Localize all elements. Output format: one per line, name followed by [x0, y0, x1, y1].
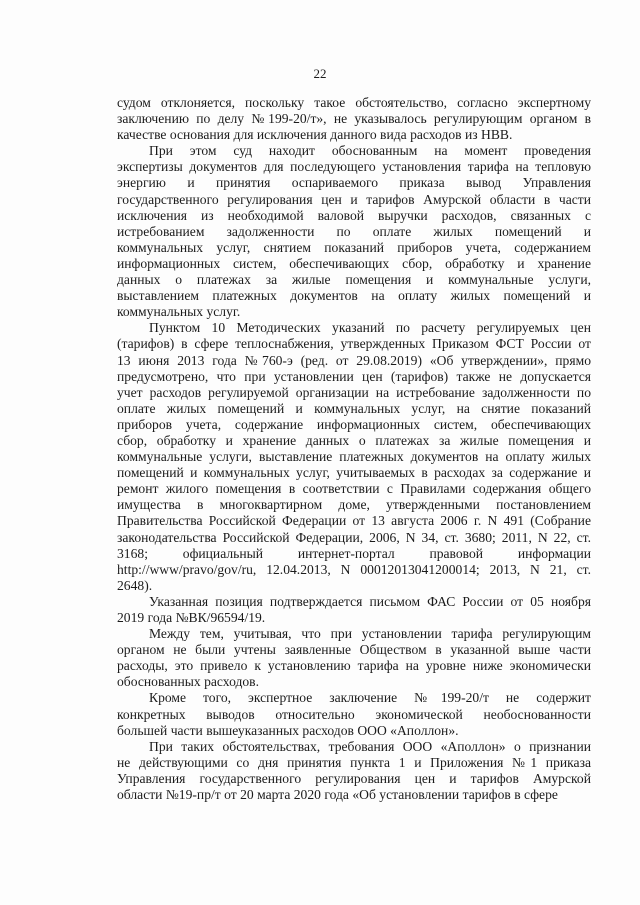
text-line: истребованием задолженности по оплате жилых помещений и — [117, 223, 591, 239]
text-line: Кроме того, экспертное заключение №199-20/т не содержит — [149, 690, 591, 706]
text-line: судом отклоняется, поскольку такое обстоятельство, согласно экспертному — [117, 95, 591, 110]
page-number: 22 — [313, 66, 327, 81]
text-line: Правительства Российской Федерации от 13 августа 2006 г. N 491 (Собрание — [117, 513, 591, 529]
text-line: имущества в многоквартирном доме, утвержденными постановлением — [117, 497, 591, 513]
text-line: сбор, обработку и хранение данных о платежах за жилые помещения и — [117, 432, 591, 448]
text-line: качестве основания для исключения данного вида расходов из НВВ. — [117, 127, 513, 143]
text-line: расходы, это привело к установлению тарифа на уровне ниже экономически — [117, 658, 591, 674]
paragraph — [117, 95, 591, 143]
text-line: 2019 года №ВК/96594/19. — [117, 610, 266, 625]
text-line: приборов учета, содержание информационных систем, обеспечивающих — [117, 416, 591, 432]
text-line: энергию и принятия оспариваемого приказа вывод Управления — [117, 175, 591, 191]
paragraph — [117, 739, 591, 803]
paragraph — [117, 626, 591, 690]
text-line: Пунктом 10 Методических указаний по расчету регулируемых цен — [149, 320, 591, 336]
text-line: экспертизы документов для последующего установления тарифа на тепловую — [117, 159, 591, 175]
text-line: предусмотрено, что при установлении цен (тарифов) также не допускается — [117, 368, 591, 384]
text-line: оплате жилых помещений и коммунальных услуг, на снятие показаний — [117, 400, 591, 416]
text-line: ремонт жилого помещения в соответствии с Правилами содержания общего — [117, 481, 591, 497]
text-line: Указанная позиция подтверждается письмом ФАС России от 05 ноября — [149, 593, 591, 609]
text-line: органом не были учтены заявленные Обществом в указанной выше части — [117, 642, 591, 658]
text-line: При этом суд находит обоснованным на момент проведения — [149, 143, 591, 159]
paragraph — [117, 143, 591, 320]
text-line: не действующими со дня принятия пункта 1 и Приложения №1 приказа — [117, 754, 591, 770]
text-line: учет расходов регулируемой организации на истребование задолженности по — [117, 384, 591, 400]
document-body — [117, 95, 591, 803]
text-line: (тарифов) в сфере теплоснабжения, утвержденных Приказом ФСТ России от — [117, 336, 591, 352]
text-line: данных о платежах за жилые помещения и коммунальные услуги, — [117, 272, 591, 288]
text-line: 2648). — [117, 577, 153, 593]
text-line: информационных систем, обеспечивающих сбор, обработку и хранение — [117, 255, 591, 271]
text-line: конкретных выводов относительно экономической необоснованности — [117, 706, 591, 722]
text-line: государственного регулирования цен и тарифов Амурской области в части — [117, 191, 591, 207]
text-line: 13 июня 2013 года №760-э (ред. от 29.08.2019) «Об утверждении», прямо — [117, 352, 591, 368]
text-line: Между тем, учитывая, что при установлении тарифа регулирующим — [149, 626, 591, 642]
text-line: Управления государственного регулирования цен и тарифов Амурской — [117, 770, 591, 786]
text-line: http://www/pravo/gov/ru, 12.04.2013, N 00012013041200014; 2013, N 21, ст. — [117, 561, 591, 577]
text-line: области №19-пр/т от 20 марта 2020 года «Об установлении тарифов в сфере — [117, 787, 558, 803]
text-line: обоснованных расходов. — [117, 674, 260, 690]
text-line: помещений и коммунальных услуг, учитываемых в расходах за содержание и — [117, 465, 591, 481]
text-line: коммунальные услуги, выставление платежных документов на оплату жилых — [117, 449, 591, 465]
paragraph — [117, 594, 591, 626]
text-line: выставлением платежных документов на оплату жилых помещений и — [117, 288, 591, 304]
text-line: исключения из необходимой валовой выручки расходов, связанных с — [117, 207, 591, 223]
text-line: коммунальных услуг. — [117, 304, 241, 320]
paragraph — [117, 320, 591, 594]
text-line: большей части вышеуказанных расходов ООО «Аполлон». — [117, 722, 459, 738]
text-line: заключению по делу №199-20/т», не указывалось регулирующим органом в — [117, 111, 591, 127]
text-line: законодательства Российской Федерации, 2006, N 34, ст. 3680; 2011, N 22, ст. — [117, 529, 591, 545]
text-line: 3168; официальный интернет-портал правовой информации — [117, 545, 591, 561]
paragraph — [117, 690, 591, 738]
text-line: При таких обстоятельствах, требования ООО «Аполлон» о признании — [149, 738, 591, 754]
text-line: коммунальных услуг, снятием показаний приборов учета, содержанием — [117, 239, 591, 255]
